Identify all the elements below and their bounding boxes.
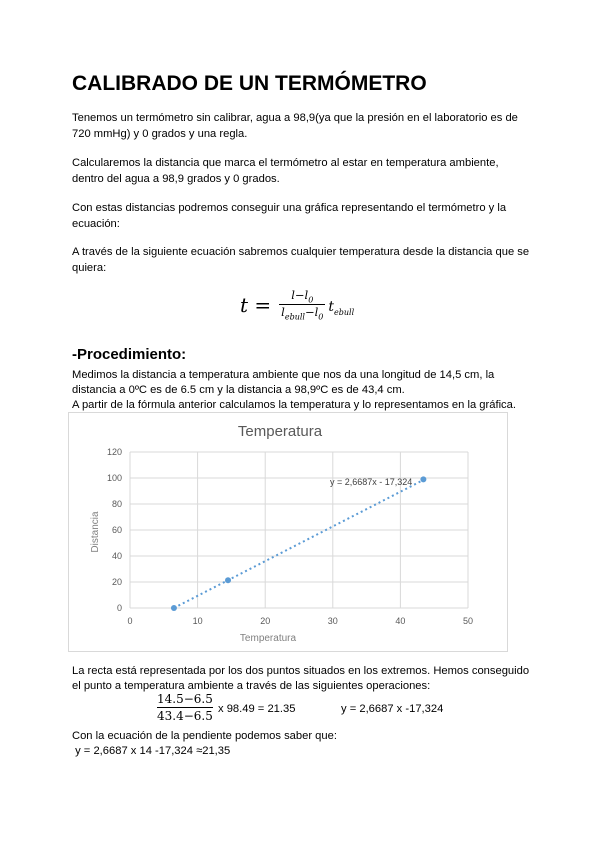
procedure-line-1: Medimos la distancia a temperatura ambiente que nos da una longitud de 14,5 cm, la bbox=[72, 369, 495, 381]
closing-line-2: y = 2,6687 x 14 -17,324 ≈21,35 bbox=[72, 745, 231, 757]
intro-paragraph-1: Tenemos un termómetro sin calibrar, agua a 98,9(ya que la presión en el laboratorio es de 720 mmHg) y 0 grados y una regla. bbox=[72, 112, 518, 140]
procedure-line-3: A partir de la fórmula anterior calculamos la temperatura y lo representamos en la gráfica. bbox=[72, 399, 516, 411]
calc-fraction-bar bbox=[157, 707, 213, 708]
den-l: l bbox=[281, 305, 285, 320]
den-op: − bbox=[304, 305, 315, 320]
calc-result: x 98.49 = 21.35 bbox=[218, 703, 296, 715]
calc-fraction bbox=[157, 692, 213, 723]
after-chart-line-1: La recta está representada por los dos puntos situados en los extremos. Hemos conseguido bbox=[72, 665, 530, 677]
den-sub1: ebull bbox=[284, 312, 305, 322]
num-l0: l bbox=[304, 288, 309, 302]
procedure-heading: -Procedimiento: bbox=[72, 346, 187, 363]
y-tick-label-6: 120 bbox=[106, 447, 122, 457]
chart-frame bbox=[69, 413, 508, 652]
temperature-chart bbox=[68, 412, 508, 652]
x-tick-label-1: 10 bbox=[192, 616, 203, 626]
intro-paragraph-3: Con estas distancias podremos conseguir una gráfica representando el termómetro y la ecuación: bbox=[72, 202, 507, 230]
x-tick-label-0: 0 bbox=[127, 616, 133, 626]
formula-lhs: t = bbox=[240, 292, 272, 317]
num-sub: 0 bbox=[308, 295, 314, 305]
data-point-0 bbox=[171, 605, 177, 611]
factor-t: t bbox=[328, 298, 335, 315]
y-tick-label-4: 80 bbox=[111, 499, 122, 509]
line-equation: y = 2,6687 x -17,324 bbox=[341, 703, 444, 715]
closing-line-1: Con la ecuación de la pendiente podemos saber que: bbox=[72, 730, 337, 742]
x-tick-label-5: 50 bbox=[462, 616, 474, 626]
den-l0: l bbox=[314, 305, 319, 320]
x-tick-label-4: 40 bbox=[395, 616, 406, 626]
y-tick-label-5: 100 bbox=[106, 473, 122, 483]
page-title: CALIBRADO DE UN TERMÓMETRO bbox=[72, 72, 427, 95]
x-tick-label-3: 30 bbox=[327, 616, 338, 626]
data-point-1 bbox=[225, 577, 231, 583]
after-chart-line-2: el punto a temperatura ambiente a través de las siguientes operaciones: bbox=[72, 680, 431, 692]
den-sub2: 0 bbox=[318, 312, 324, 322]
chart-title: Temperatura bbox=[237, 423, 323, 440]
num-op: − bbox=[294, 288, 305, 302]
calc-numerator: 14.5−6.5 bbox=[157, 692, 213, 706]
intro-paragraph-4: A través de la siguiente ecuación sabremos cualquier temperatura desde la distancia que se quiera: bbox=[72, 246, 530, 274]
temperature-formula bbox=[240, 288, 354, 322]
formula-factor bbox=[328, 299, 354, 317]
formula-numerator bbox=[289, 288, 315, 304]
trendline-equation: y = 2,6687x - 17,324 bbox=[330, 477, 413, 487]
calc-denominator: 43.4−6.5 bbox=[157, 709, 213, 723]
factor-sub: ebull bbox=[334, 307, 355, 317]
formula-denominator bbox=[279, 305, 325, 321]
y-tick-label-2: 40 bbox=[111, 551, 122, 561]
procedure-line-2: distancia a 0ºC es de 6.5 cm y la distancia a 98,9ºC es de 43,4 cm. bbox=[72, 384, 405, 396]
y-tick-label-0: 0 bbox=[116, 603, 122, 613]
y-axis-label: Distancia bbox=[90, 511, 101, 553]
x-axis-label: Temperatura bbox=[239, 633, 297, 644]
intro-paragraph-2: Calcularemos la distancia que marca el termómetro al estar en temperatura ambiente, dentro del agua a 98,9 grados y 0 grados. bbox=[72, 157, 499, 185]
y-tick-label-1: 20 bbox=[111, 577, 122, 587]
formula-fraction bbox=[279, 288, 325, 322]
y-tick-label-3: 60 bbox=[111, 525, 122, 535]
x-tick-label-2: 20 bbox=[260, 616, 271, 626]
num-l: l bbox=[291, 288, 295, 302]
data-point-2 bbox=[420, 476, 426, 482]
